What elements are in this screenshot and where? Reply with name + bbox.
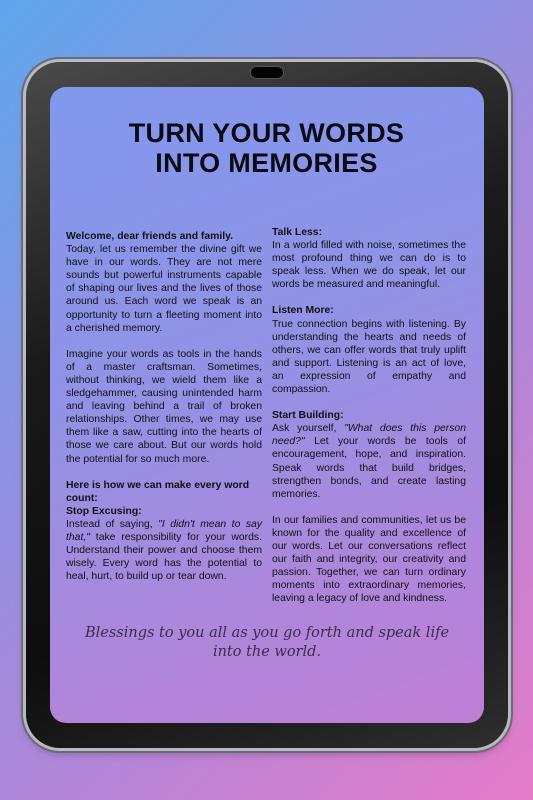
stop-excusing-heading: Stop Excusing:	[66, 505, 142, 517]
stop-excusing-paragraph	[66, 518, 262, 583]
title-line-2: INTO MEMORIES	[155, 148, 378, 178]
community-paragraph: In our families and communities, let us be known for the quality and excellence of our words. Let our conversations reflect our faith and integrity, our creativity and passion. Together, we can turn ordinary moments into extraordinary memories, leaving a legacy of love and kindness.	[272, 514, 466, 605]
welcome-heading: Welcome, dear friends and family.	[66, 231, 234, 242]
start-building-paragraph	[272, 422, 466, 501]
start-building-heading: Start Building:	[272, 410, 344, 422]
title-line-1: TURN YOUR WORDS	[128, 118, 405, 148]
listen-more-heading: Listen More:	[272, 305, 334, 317]
build-post: Let your words be tools of encouragement, hope, and inspiration. Speak words that build bridges, strengthen bonds, and create lasting memories.	[272, 436, 466, 500]
excusing-pre: Instead of saying,	[66, 518, 159, 530]
camera-notch	[250, 66, 284, 79]
talk-less-paragraph: In a world filled with noise, sometimes the most profound thing we can do is to speak less. When we do speak, let our words be measured and meaningful.	[272, 240, 466, 291]
build-pre: Ask yourself,	[272, 423, 345, 435]
page-title	[0, 118, 533, 178]
welcome-paragraph: Today, let us remember the divine gift we have in our words. They are not mere sounds but powerful instruments capable of shaping our lives and the lives of those around us. Each word we speak is an opportunity to turn a fleeting moment into a cherished memory.	[66, 244, 262, 334]
left-column	[66, 230, 262, 583]
talk-less-heading: Talk Less:	[272, 227, 323, 238]
excusing-post: take responsibility for your words. Understand their power and choose them wisely. Every word has the potential to heal, hurt, to build up or tear down.	[66, 531, 262, 583]
listen-more-paragraph: True connection begins with listening. By understanding the hearts and needs of others, we can offer words that truly uplift and support. Listening is an act of love, an expression of empathy and compassion.	[272, 318, 466, 396]
tools-paragraph: Imagine your words as tools in the hands of a master craftsman. Sometimes, without thinking, we wield them like a sledgehammer, causing unintended harm and leaving behind a trail of broken relationships. Other times, we may use them like a saw, cutting into the hearts of those we care about. But our words hold the potential for so much more.	[66, 348, 262, 465]
right-column	[272, 226, 466, 605]
excusing-quote: "I didn't mean to say that,"	[66, 518, 262, 543]
build-quote: "What does this person need?"	[272, 423, 466, 448]
howto-heading: Here is how we can make every word count:	[66, 479, 250, 504]
blessing-text: Blessings to you all as you go forth and speak life into the world.	[84, 625, 450, 660]
